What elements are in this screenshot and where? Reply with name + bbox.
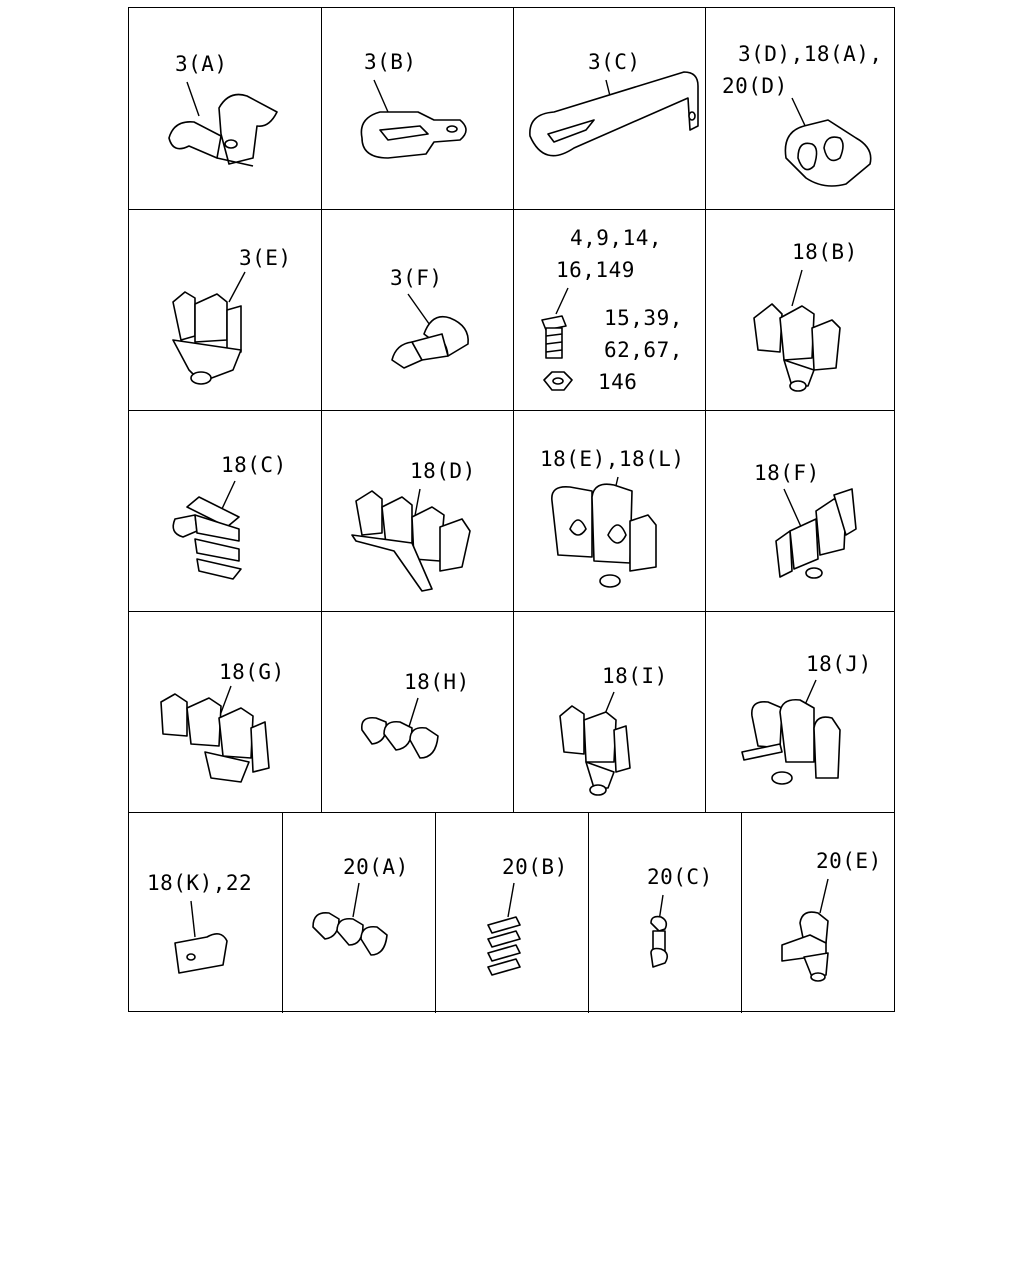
part-cell-18k (129, 813, 282, 1013)
clip-18c-icon (129, 411, 321, 611)
part-label-20e: 20(E) (816, 849, 882, 873)
part-label-18j: 18(J) (806, 652, 872, 676)
part-label-3b: 3(B) (364, 50, 417, 74)
clip-18h-icon (322, 612, 513, 812)
part-label-3d-line1: 3(D),18(A), (738, 42, 883, 66)
part-label-20c: 20(C) (647, 865, 713, 889)
clip-20c-icon (589, 813, 741, 1013)
grid-row-4 (129, 611, 894, 812)
clip-3e-icon (129, 210, 321, 410)
part-cell-18f (705, 411, 896, 611)
clip-18f-icon (706, 411, 896, 611)
part-cell-18d (321, 411, 513, 611)
part-label-18e: 18(E),18(L) (540, 447, 685, 471)
clip-18j-icon (706, 612, 896, 812)
multi-clip-3d-icon (706, 8, 896, 209)
part-label-18i: 18(I) (602, 664, 668, 688)
part-label-18b: 18(B) (792, 240, 858, 264)
part-cell-18e (513, 411, 705, 611)
part-label-3e: 3(E) (239, 246, 292, 270)
clip-20b-icon (436, 813, 588, 1013)
part-cell-20b (435, 813, 588, 1013)
part-cell-18h (321, 612, 513, 812)
part-label-20b: 20(B) (502, 855, 568, 879)
part-cell-18i (513, 612, 705, 812)
part-label-20a: 20(A) (343, 855, 409, 879)
bracket-18k-icon (129, 813, 282, 1013)
part-label-nut-line1: 15,39, (604, 306, 683, 330)
clip-20e-icon (742, 813, 896, 1013)
part-cell-3f (321, 210, 513, 410)
clip-18d-icon (322, 411, 513, 611)
part-cell-bolt (513, 210, 705, 410)
part-cell-20c (588, 813, 741, 1013)
part-cell-18g (129, 612, 321, 812)
clip-20a-icon (283, 813, 435, 1013)
saddle-clip-3f-icon (322, 210, 513, 410)
part-cell-18b (705, 210, 896, 410)
part-label-3f: 3(F) (390, 266, 443, 290)
part-cell-3b (321, 8, 513, 209)
part-cell-20e (741, 813, 896, 1013)
part-cell-3e (129, 210, 321, 410)
part-label-nut-line3: 146 (598, 370, 638, 394)
part-label-18c: 18(C) (221, 453, 287, 477)
bolt-and-nut-icon (514, 210, 705, 410)
grid-row-5 (129, 812, 894, 1013)
parts-diagram-grid (128, 7, 895, 1012)
part-cell-20a (282, 813, 435, 1013)
grid-row-3 (129, 410, 894, 611)
part-label-18k: 18(K),22 (147, 871, 253, 895)
grid-row-2 (129, 209, 894, 410)
part-label-3d-line2: 20(D) (722, 74, 788, 98)
part-cell-3d (705, 8, 896, 209)
part-label-3c: 3(C) (588, 50, 641, 74)
grid-row-1 (129, 8, 894, 209)
part-label-3a: 3(A) (175, 52, 228, 76)
part-label-18d: 18(D) (410, 459, 476, 483)
clip-18b-icon (706, 210, 896, 410)
part-label-18g: 18(G) (219, 660, 285, 684)
part-label-18f: 18(F) (754, 461, 820, 485)
clip-18g-icon (129, 612, 321, 812)
part-cell-3a (129, 8, 321, 209)
part-label-nut-line2: 62,67, (604, 338, 683, 362)
clip-18i-icon (514, 612, 705, 812)
pipe-bracket-3c-icon (514, 8, 705, 209)
part-label-bolt-line2: 16,149 (556, 258, 635, 282)
part-label-bolt-line1: 4,9,14, (570, 226, 663, 250)
pipe-clip-3b-icon (322, 8, 513, 209)
clip-18e-icon (514, 411, 705, 611)
part-cell-18j (705, 612, 896, 812)
pipe-clip-3a-icon (129, 8, 321, 209)
part-cell-3c (513, 8, 705, 209)
part-label-18h: 18(H) (404, 670, 470, 694)
part-cell-18c (129, 411, 321, 611)
